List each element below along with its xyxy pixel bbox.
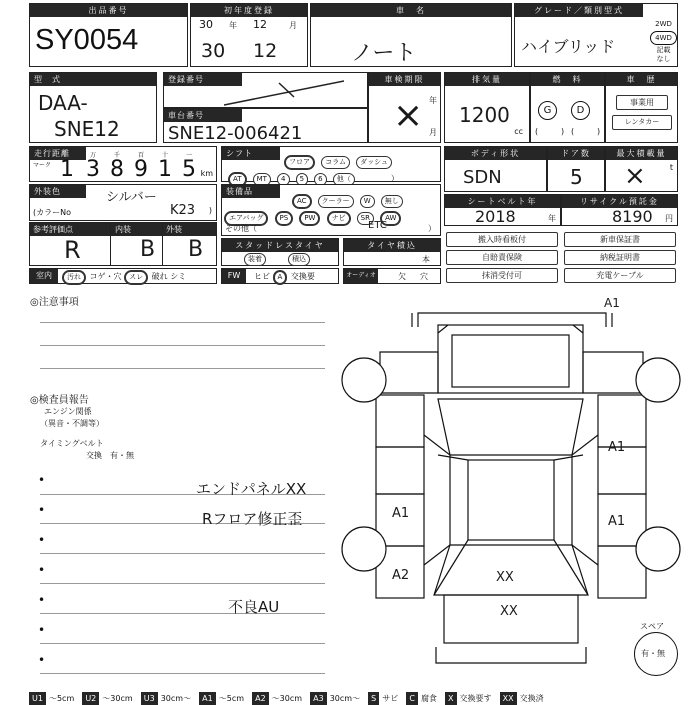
legend-code: U3 [141, 692, 158, 705]
displacement-label: 排気量 [445, 73, 529, 86]
unit-man: 万 [90, 152, 97, 159]
tire-load-label: タイヤ積込 [344, 239, 440, 252]
notes-line [40, 345, 325, 346]
remark-au: 不良AU [228, 598, 280, 616]
legend-value: 〜5cm [218, 694, 245, 703]
audio-label: オーディオ [344, 269, 378, 283]
shift-other: 他（ [333, 173, 355, 186]
recycle-unit: 円 [665, 214, 673, 223]
shift-mt: MT [253, 173, 271, 186]
legend-value: 30cm〜 [329, 694, 361, 703]
report-line [40, 553, 325, 554]
shift-6: 6 [314, 173, 326, 186]
equip-sr: SR [357, 212, 374, 225]
interior-dirt: 汚れ [62, 270, 86, 285]
doc-deregister: 抹消受付可 [446, 268, 558, 283]
fw-options [254, 270, 315, 285]
shift-other-close: ） [390, 174, 399, 183]
mileage-digit: 8 [110, 157, 124, 182]
color-value: シルバー [106, 190, 157, 205]
inspection-month-unit: 月 [429, 128, 437, 137]
doc-insurance: 自賠責保険 [446, 250, 558, 265]
equipment-other-value: ETC [368, 220, 387, 231]
audio-box [343, 268, 441, 284]
doc-cable: 充電ケーブル [564, 268, 676, 283]
grade-label: グレード／類別型式 [515, 4, 643, 17]
legend-value: 〜5cm [48, 694, 75, 703]
rating-header [30, 223, 216, 236]
doc-tax: 納税証明書 [564, 250, 676, 265]
capacity-label: 最大積載量 [606, 147, 677, 160]
seatbelt-value: 2018 [475, 207, 516, 226]
seatbelt-box [444, 194, 561, 226]
fuel-label: 燃 料 [531, 73, 604, 86]
doors-value: 5 [570, 165, 583, 189]
shift-column: コラム [321, 156, 350, 169]
lot-number-label: 出品番号 [30, 4, 187, 17]
rating-divider [110, 223, 111, 265]
first-reg-month-hw: 12 [253, 40, 278, 62]
first-reg-month: 12 [253, 18, 267, 31]
bullet: • [38, 653, 46, 667]
equip-aw: AW [380, 211, 401, 226]
lot-number-box [29, 3, 188, 67]
equip-ac: AC [292, 194, 312, 209]
legend-value: 〜30cm [271, 694, 303, 703]
color-box [29, 184, 217, 221]
color-code-close: ) [208, 206, 212, 215]
interior-label: 室内 [30, 269, 58, 283]
fw-replace: 交換要 [290, 272, 315, 281]
equip-ps: PS [275, 211, 294, 226]
legend-code: U2 [82, 692, 99, 705]
legend-value: 30cm〜 [160, 694, 192, 703]
timing-belt-label: タイミングベルト [40, 439, 104, 448]
studless-mounted: 装着 [244, 253, 266, 266]
mileage-label: 走行距離 [30, 147, 86, 160]
body-type-label: ボディ形状 [445, 147, 546, 160]
legend-value: 交換要す [459, 694, 492, 703]
history-label: 車 歴 [606, 73, 677, 86]
inspection-value: × [393, 95, 424, 136]
mileage-digit: 5 [182, 157, 196, 182]
mileage-digit: 1 [158, 157, 172, 182]
mileage-mark-label: マーク [33, 162, 52, 169]
shift-at: AT [228, 172, 247, 187]
damage-mark-left-rear: A1 [392, 506, 410, 521]
fuel-paren-open-2: ( [571, 127, 575, 136]
fuel-paren-close-1: ) [561, 127, 565, 136]
damage-mark-right-front: A1 [608, 440, 626, 455]
tire-load-unit: 本 [422, 255, 430, 264]
color-code: K23 [170, 203, 196, 218]
legend-code: XX [500, 692, 517, 705]
fw-label: FW [222, 269, 246, 283]
bullet: • [38, 623, 46, 637]
rating-interior-label: 内装 [115, 225, 131, 234]
inspection-year-unit: 年 [429, 96, 437, 105]
seatbelt-label: シートベルト年 [445, 195, 560, 208]
legend-value: 〜30cm [102, 694, 133, 703]
first-reg-year-hw: 30 [201, 40, 226, 62]
audio-missing: 欠 [398, 272, 406, 281]
report-line [40, 583, 325, 584]
model-line1: DAA- [38, 91, 88, 115]
rating-exterior: B [188, 237, 204, 262]
equipment-box [221, 184, 441, 236]
recycle-value: 8190 [612, 207, 653, 226]
grade-value: ハイブリッド [521, 37, 616, 56]
history-rental: レンタカー [612, 115, 672, 130]
shift-floor: フロア [284, 155, 315, 170]
car-name-box [310, 3, 512, 67]
interior-tear: 破れ [151, 272, 168, 281]
equip-none: 無し [381, 195, 403, 208]
capacity-box [605, 146, 678, 192]
first-reg-era-year: 30 [199, 18, 213, 31]
interior-scuff: スレ [124, 270, 148, 285]
shift-4: 4 [277, 173, 289, 186]
legend-code: A1 [199, 692, 216, 705]
body-type-box [444, 146, 547, 192]
mileage-box [29, 146, 217, 182]
capacity-value: × [624, 161, 646, 191]
fuel-gasoline: G [538, 101, 557, 120]
timing-belt-value: 交換 有・無 [86, 451, 134, 460]
rating-overall-label: 参考評価点 [33, 225, 73, 234]
mileage-digit: 3 [86, 157, 100, 182]
report-line [40, 613, 325, 614]
equip-navi: ナビ [327, 211, 351, 226]
displacement-unit: cc [514, 127, 523, 136]
fw-box [221, 268, 339, 284]
first-reg-year-unit: 年 [229, 21, 237, 30]
recycle-label: リサイクル預託金 [562, 195, 677, 208]
equip-cooler: クーラー [318, 195, 354, 208]
doc-sign: 搬入時看板付 [446, 232, 558, 247]
shift-box [221, 146, 441, 182]
mileage-km: km [200, 169, 213, 178]
remark-end-panel: エンドパネルXX [196, 480, 307, 498]
studless-box [221, 238, 339, 266]
model-line2: SNE12 [54, 117, 120, 141]
studless-loaded: 積込 [288, 253, 310, 266]
documents-grid [444, 230, 678, 286]
capacity-unit: t [669, 163, 673, 172]
rating-box [29, 222, 217, 266]
model-box [29, 72, 157, 143]
drive-2wd: 2WD [655, 20, 672, 28]
mileage-digit: 1 [60, 157, 74, 182]
remark-floor-repair: Rフロア修正歪 [202, 510, 303, 528]
damage-legend [29, 686, 679, 703]
rating-interior: B [140, 237, 156, 262]
equipment-label: 装備品 [222, 185, 280, 198]
damage-mark-trunk: XX [496, 570, 514, 585]
car-name-label: 車 名 [311, 4, 511, 17]
chassis-label: 車台番号 [164, 109, 242, 122]
bullet: • [38, 503, 46, 517]
unit-hyaku: 百 [138, 152, 145, 159]
first-registration-label: 初年度登録 [191, 4, 307, 17]
doc-warranty: 新車保証書 [564, 232, 676, 247]
spare-options: 有・無 [641, 649, 665, 658]
damage-mark-front: A1 [604, 296, 620, 310]
notes-title: ◎注意事項 [30, 297, 79, 308]
engine-label-1: エンジン関係 [44, 407, 92, 416]
mileage-digit: 9 [134, 157, 148, 182]
recycle-box [561, 194, 678, 226]
shift-label: シフト [222, 147, 280, 160]
legend-code: X [445, 692, 456, 705]
studless-label: スタッドレスタイヤ [222, 239, 338, 252]
bullet: • [38, 533, 46, 547]
legend-value: 交換済 [519, 694, 544, 703]
spare-label: スペア [640, 622, 664, 631]
drive-4wd: 4WD [650, 31, 677, 45]
drive-none: 記載なし [656, 46, 671, 63]
inspector-title: ◎検査員報告 [30, 395, 89, 406]
inspection-label: 車検期限 [369, 73, 440, 86]
first-reg-month-unit: 月 [289, 21, 297, 30]
shift-dash: ダッシュ [356, 156, 392, 169]
fw-crack: ヒビ [254, 272, 270, 281]
interior-stain: シミ [170, 272, 187, 281]
notes-line [40, 322, 325, 323]
equip-pw: PW [299, 211, 320, 226]
reg-number-label: 登録番号 [164, 73, 242, 86]
notes-line [40, 368, 325, 369]
fuel-diesel: D [571, 101, 590, 120]
history-box [605, 72, 678, 143]
report-line [40, 643, 325, 644]
rating-overall: R [64, 236, 81, 264]
interior-burn: コゲ・穴 [89, 272, 122, 281]
model-label: 型 式 [30, 73, 156, 86]
inspection-box [368, 72, 441, 143]
chassis-box [163, 108, 368, 143]
reg-number-cross [224, 79, 344, 107]
legend-code: S [368, 692, 379, 705]
displacement-box [444, 72, 530, 143]
chassis-value: SNE12-006421 [168, 123, 303, 144]
first-registration-box [190, 3, 308, 67]
color-label: 外装色 [30, 185, 86, 198]
report-line [40, 673, 325, 674]
interior-options [62, 270, 186, 285]
interior-box [29, 268, 217, 284]
audio-hole: 穴 [420, 272, 428, 281]
legend-code: C [406, 692, 418, 705]
legend-code: U1 [29, 692, 46, 705]
drive-type-column [649, 18, 678, 64]
unit-juu: 十 [162, 152, 169, 159]
fuel-paren-close-2: ) [597, 127, 601, 136]
legend-code: A2 [252, 692, 269, 705]
bullet: • [38, 473, 46, 487]
lot-number-value: SY0054 [35, 24, 139, 56]
bullet: • [38, 593, 46, 607]
damage-mark-rear-panel: XX [500, 604, 518, 619]
car-name-value: ノート [351, 41, 417, 66]
rating-divider [162, 223, 163, 265]
legend-value: 腐食 [420, 694, 437, 703]
equip-w: W [360, 195, 375, 208]
doors-label: ドア数 [548, 147, 604, 160]
fuel-paren-open-1: ( [535, 127, 539, 136]
damage-mark-right-rear: A1 [608, 514, 626, 529]
displacement-value: 1200 [459, 103, 510, 127]
history-business: 事業用 [616, 95, 668, 110]
legend-value: サビ [382, 694, 399, 703]
tire-load-box [343, 238, 441, 266]
grade-box [514, 3, 678, 67]
unit-sen: 千 [114, 152, 121, 159]
engine-label-2: （異音・不調等） [40, 419, 104, 428]
equipment-other-label: その他（ [225, 224, 257, 233]
fw-a: A [273, 270, 288, 285]
equipment-other-close: ） [428, 224, 436, 233]
color-code-label: (カラーNo [33, 208, 71, 217]
bullet: • [38, 563, 46, 577]
body-type-value: SDN [463, 167, 502, 188]
unit-ichi: 一 [186, 152, 193, 159]
seatbelt-unit: 年 [548, 214, 556, 223]
fuel-box [530, 72, 605, 143]
reg-number-box [163, 72, 368, 108]
equip-airbag: エアバッグ [224, 211, 268, 226]
damage-mark-left-quarter: A2 [392, 568, 410, 583]
rating-exterior-label: 外装 [166, 225, 182, 234]
legend-code: A3 [310, 692, 327, 705]
doors-box [547, 146, 605, 192]
shift-5: 5 [296, 173, 308, 186]
